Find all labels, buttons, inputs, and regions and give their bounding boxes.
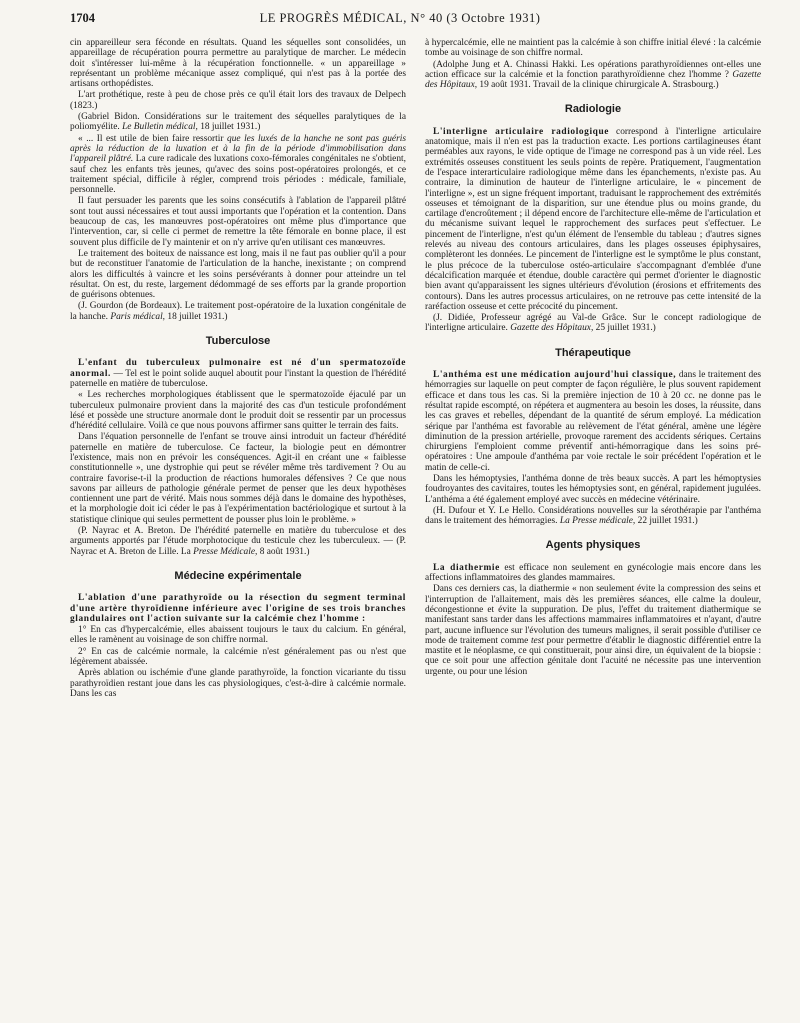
paragraph-text: correspond à l'interligne articulaire anatomique, mais il n'en est pas la traduction exacte. Les portions cartilagineuses étant perméables aux rayons, le vide optique de l'image ne correspond pas à un vide réel. Les extrémités osseuses constituent les seuls points de repère. Pratiquement, l'augmentation de l'espace interarticulaire radiologique même dans les épanchements, n'existe pas. Au contraire, la diminution de hauteur de l'interligne articulaire, le « pincement de l'interligne », est un signe fréquent important, traduisant le rapprochement des extrémités osseuses et témoignant de la disparition, sur une étendue plus ou moins grande, du cartilage d'encroûtement ; il dépend encore de l'architecture elle-même de l'articulation et du mécanisme suivant lequel le rapprochement des surfaces peut s'effectuer. Le pincement de l'interligne, n'est qu'un élément de l'ensemble du tableau ; d'autres signes relevés au niveau des contours articulaires, dans les plages osseuses épiphysaires, complèteront les données. Le pincement de l'interligne est le symptôme le plus constant, le plus précoce de la tuberculose ostéo-articulaire s'accompagnant d'emblée d'une décalcification marquée et étendue, double caractère qui permet d'orienter le diagnostic bien avant qu'apparaissent les signes ultérieurs d'évolution (érosions et effritements des contours). Dans les autres processus articulaires, on ne retrouve pas cette intensité de la raréfaction osseuse et cette précocité du pincement.	[425, 126, 762, 312]
paragraph-text: dans le traitement des hémorragies sur laquelle on peut compter de façon régulière, le plus souvent rapidement efficace et dans tous les cas. Si la première injection de 10 à 20 cc. ne donne pas le résultat rapide escompté, on répétera et augmentera au besoin les doses, la réussite, dans les cas graves et rebelles, dépendant de la quantité de sérum employé. La médication sérique par l'anthéma est favorable au relèvement de l'état général, amène une légère diminution de la pression artérielle, provoque rarement des accidents sériques. Certains chirurgiens l'emploient comme préventif anti-hémorragique dans les soins pré-opératoires : Une ampoule d'anthéma par voie rectale le soir précédent l'opération et le matin de celle-ci.	[425, 370, 761, 473]
page-number: 1704	[70, 10, 95, 25]
quote-emphasis: que les luxés de la hanche ne sont pas guéris après la réduction de la luxation et à la fin de la période d'immobilisation dans l'appareil plâtré.	[70, 133, 406, 165]
paragraph-text: est efficace non seulement en gynécologie mais encore dans les affections inflammatoires des glandes mammaires.	[425, 562, 762, 584]
section-heading-tuberculose: Tuberculose	[205, 335, 271, 348]
citation	[70, 526, 406, 557]
citation-date: 18 juillet 1931.)	[197, 122, 261, 133]
citation	[425, 313, 761, 334]
citation-journal: Presse Médicale,	[193, 546, 258, 557]
lead-sentence: L'interligne articulaire radiologique	[433, 126, 610, 137]
citation-text: (P. Nayrac et A. Breton. De l'hérédité paternelle en matière du tuberculose et des arguments apportés par l'étude morphotocique du testicule chez les tuberculeux. — (P. Nayrac et A. Breton de Lille. La	[70, 526, 406, 557]
citation-journal: La Presse médicale,	[559, 516, 636, 527]
citation-date: 8 août 1931.)	[257, 546, 310, 557]
paragraph	[70, 358, 406, 389]
citation	[70, 301, 406, 322]
lead-sentence: La diathermie	[433, 562, 500, 573]
citation	[425, 60, 761, 91]
section-heading-radiologie: Radiologie	[564, 103, 622, 116]
running-title: LE PROGRÈS MÉDICAL, N° 40 (3 Octobre 1931)	[259, 10, 541, 25]
citation-text: (Adolphe Jung et A. Chinassi Hakki. Les opérations parathyroïdiennes ont-elles une action efficace sur la calcémie et la fonction parathyroïdienne chez l'homme ?	[425, 59, 761, 80]
citation-date: 18 juillet 1931.)	[165, 311, 228, 322]
citation	[425, 506, 761, 527]
citation-date: 25 juillet 1931.)	[593, 323, 656, 334]
paragraph-text: pour permettre d'établir le diagnostic différentiel entre la mastite et le néoplasme, ce qui constituerait, pour ainsi dire, un équivalent de la biopsie : que ce soit pour une affection génitale dont l'acuité ne nécessite pas une intervention urgente, ou pour une lésion	[425, 635, 761, 677]
citation-text: (J. Didiée, Professeur agrégé au Val-de Grâce. Sur le concept radiologique de l'interligne articulaire.	[425, 313, 761, 334]
section-heading-therapeutique: Thérapeutique	[555, 346, 631, 359]
paragraph: Après ablation ou ischémie d'une glande parathyroïde, la fonction vicariante du tissu parathyroïdien restant joue dans les cas physiologiques, c'est-à-dire à calcémie normale. Dans les cas	[70, 668, 406, 699]
citation-journal: Gazette des Hôpitaux,	[425, 69, 761, 91]
paragraph	[425, 563, 761, 584]
paragraph	[425, 584, 761, 677]
citation-text: (H. Dufour et Y. Le Hello. Considérations nouvelles sur la sérothérapie par l'anthéma dans le traitement des hémorragies.	[425, 505, 761, 527]
lead-sentence: L'anthéma est une médication aujourd'hui classique,	[433, 370, 677, 381]
paragraph	[425, 127, 761, 312]
paragraph	[425, 370, 761, 473]
quote-text: La cure radicale des luxations coxo-fémorales congénitales ne s'obtient, sauf chez les enfants très jeunes, qu'avec des soins post-opératoires prolongés, et ce traitement spécial, difficile à régler, comprend trois périodes : médicale, familiale, personnelle.	[70, 154, 406, 196]
quote-paragraph	[70, 134, 406, 196]
right-column	[425, 38, 761, 678]
paragraph: « Les recherches morphologiques établissent que le spermatozoïde éjaculé par un tuberculeux pulmonaire provient dans la majorité des cas d'un testicule profondément lésé et possède une structure anormale dont le produit doit se ressentir par un processus d'hérédité cellulaire. Voilà ce que nous pouvons affirmer sans quitter le terrain des faits.	[70, 390, 406, 432]
paragraph-text: — Tel est le point solide auquel aboutit pour l'instant la question de l'hérédité paternelle en matière de tuberculose.	[70, 368, 406, 389]
paragraph: cin appareilleur sera féconde en résultats. Quand les séquelles sont consolidées, un appareillage de récupération pourra permettre au paralytique de marcher. Le médecin doit s'intéresser lui-même à la récupération fonctionnelle. « un appareillage » représentant un problème mécanique assez compliqué, qui n'est pas à la portée des artisans orthopédistes.	[70, 38, 406, 90]
emphasis-word: test	[530, 635, 544, 646]
citation-journal: Paris médical,	[110, 311, 166, 322]
lead-sentence: L'enfant du tuberculeux pulmonaire est né d'un spermatozoïde anormal.	[70, 358, 406, 379]
paragraph: Dans les hémoptysies, l'anthéma donne de très beaux succès. A part les hémoptysies foudroyantes des cavitaires, toutes les hémoptysies sont, en général, rapidement jugulées. L'anthéma a été également employé avec succès en médecine vétérinaire.	[425, 473, 761, 505]
paragraph: L'art prothétique, reste à peu de chose près ce qu'il était lors des travaux de Delpech (1823.)	[70, 90, 406, 111]
left-column	[70, 38, 406, 700]
lead-paragraph: L'ablation d'une parathyroïde ou la résection du segment terminal d'une artère thyroïdienne inférieure avec l'origine de ses trois branches glandulaires ont l'action suivante sur la calcémie chez l'homme :	[70, 593, 406, 624]
paragraph-text: Dans ces derniers cas, la diathermie « non seulement évite la compression des seins et l'interruption de l'allaitement, mais dès les premières séances, elle calme la douleur, décongestionne et évite la suppuration. De plus, l'effet du traitement diathermique se manifestant sans tarder dans les affections mammaires inflammatoires et n'ayant, d'autre part, aucune influence sur l'évolution des tumeurs malignes, il serait possible d'utiliser ce mode de traitement comme	[425, 584, 761, 646]
paragraph: Le traitement des boiteux de naissance est long, mais il ne faut pas oublier qu'il a pour but de reconstituer l'anatomie de l'articulation de la hanche, inexistante ; on comprend alors les difficultés à vaincre et les soins persévérants à donner pour atteindre un tel résultat. On est, du reste, largement dédommagé de ses efforts par la grande proportion de guérisons obtenues.	[70, 248, 406, 301]
citation-journal: Le Bulletin médical,	[122, 122, 198, 133]
paragraph: 1° En cas d'hypercalcémie, elles abaissent toujours le taux du calcium. En général, elles le ramènent au voisinage de son chiffre normal.	[70, 625, 406, 646]
citation-date: 19 août 1931. Travail de la clinique chirurgicale A. Strasbourg.)	[477, 80, 719, 91]
citation-date: 22 juillet 1931.)	[635, 516, 698, 527]
section-heading-agents-physiques: Agents physiques	[545, 539, 641, 552]
paragraph: 2° En cas de calcémie normale, la calcémie n'est généralement pas ou n'est que légèrement abaissée.	[70, 646, 406, 668]
quote-text: « ... Il est utile de bien faire ressortir	[78, 133, 228, 144]
page-header	[70, 10, 730, 26]
citation-journal: Gazette des Hôpitaux,	[510, 323, 594, 334]
citation-text: (Gabriel Bidon. Considérations sur le traitement des séquelles paralytiques de la poliomyélite.	[70, 112, 406, 133]
paragraph: Il faut persuader les parents que les soins consécutifs à l'ablation de l'appareil plâtré sont tout aussi nécessaires et tout aussi importants que l'opération et la contention. Dans beaucoup de cas, les manœuvres post-opératoires ont même plus d'importance que l'intervention, car, si celle ci permet de remettre la tête fémorale en bonne place, il est souvent plus difficile de l'y maintenir et on n'y arrive qu'en utilisant ces manœuvres.	[70, 196, 406, 248]
paragraph: Dans l'équation personnelle de l'enfant se trouve ainsi introduit un facteur d'hérédité paternelle en matière de tuberculose. Ce facteur, la biologie peut en démontrer l'existence, mais non en prévoir les conséquences. Agit-il en créant une « faiblesse constitutionnelle », une dystrophie qui peut se révéler même très tardivement ? Ou au contraire favorise-t-il la production de réactions humorales défensives ? Ce que nous savons par ailleurs de pathologie générale permet de penser que les deux hypothèses contiennent une part de vérité. Mais nous sommes déjà dans le domaine des hypothèses, et la morphologie doit ici céder le pas à l'expérimentation bactériologique et surtout à la statistique clinique qui seules permettent de pousser plus loin le problème. »	[70, 432, 406, 525]
paragraph: à hypercalcémie, elle ne maintient pas la calcémie à son chiffre initial élevé : la calcémie tombe au voisinage de son chiffre normal.	[425, 38, 761, 59]
citation-text: (J. Gourdon (de Bordeaux). Le traitement post-opératoire de la luxation congénitale de la hanche.	[70, 301, 406, 322]
citation	[70, 112, 406, 133]
section-heading-medecine-experimentale: Médecine expérimentale	[174, 569, 302, 582]
